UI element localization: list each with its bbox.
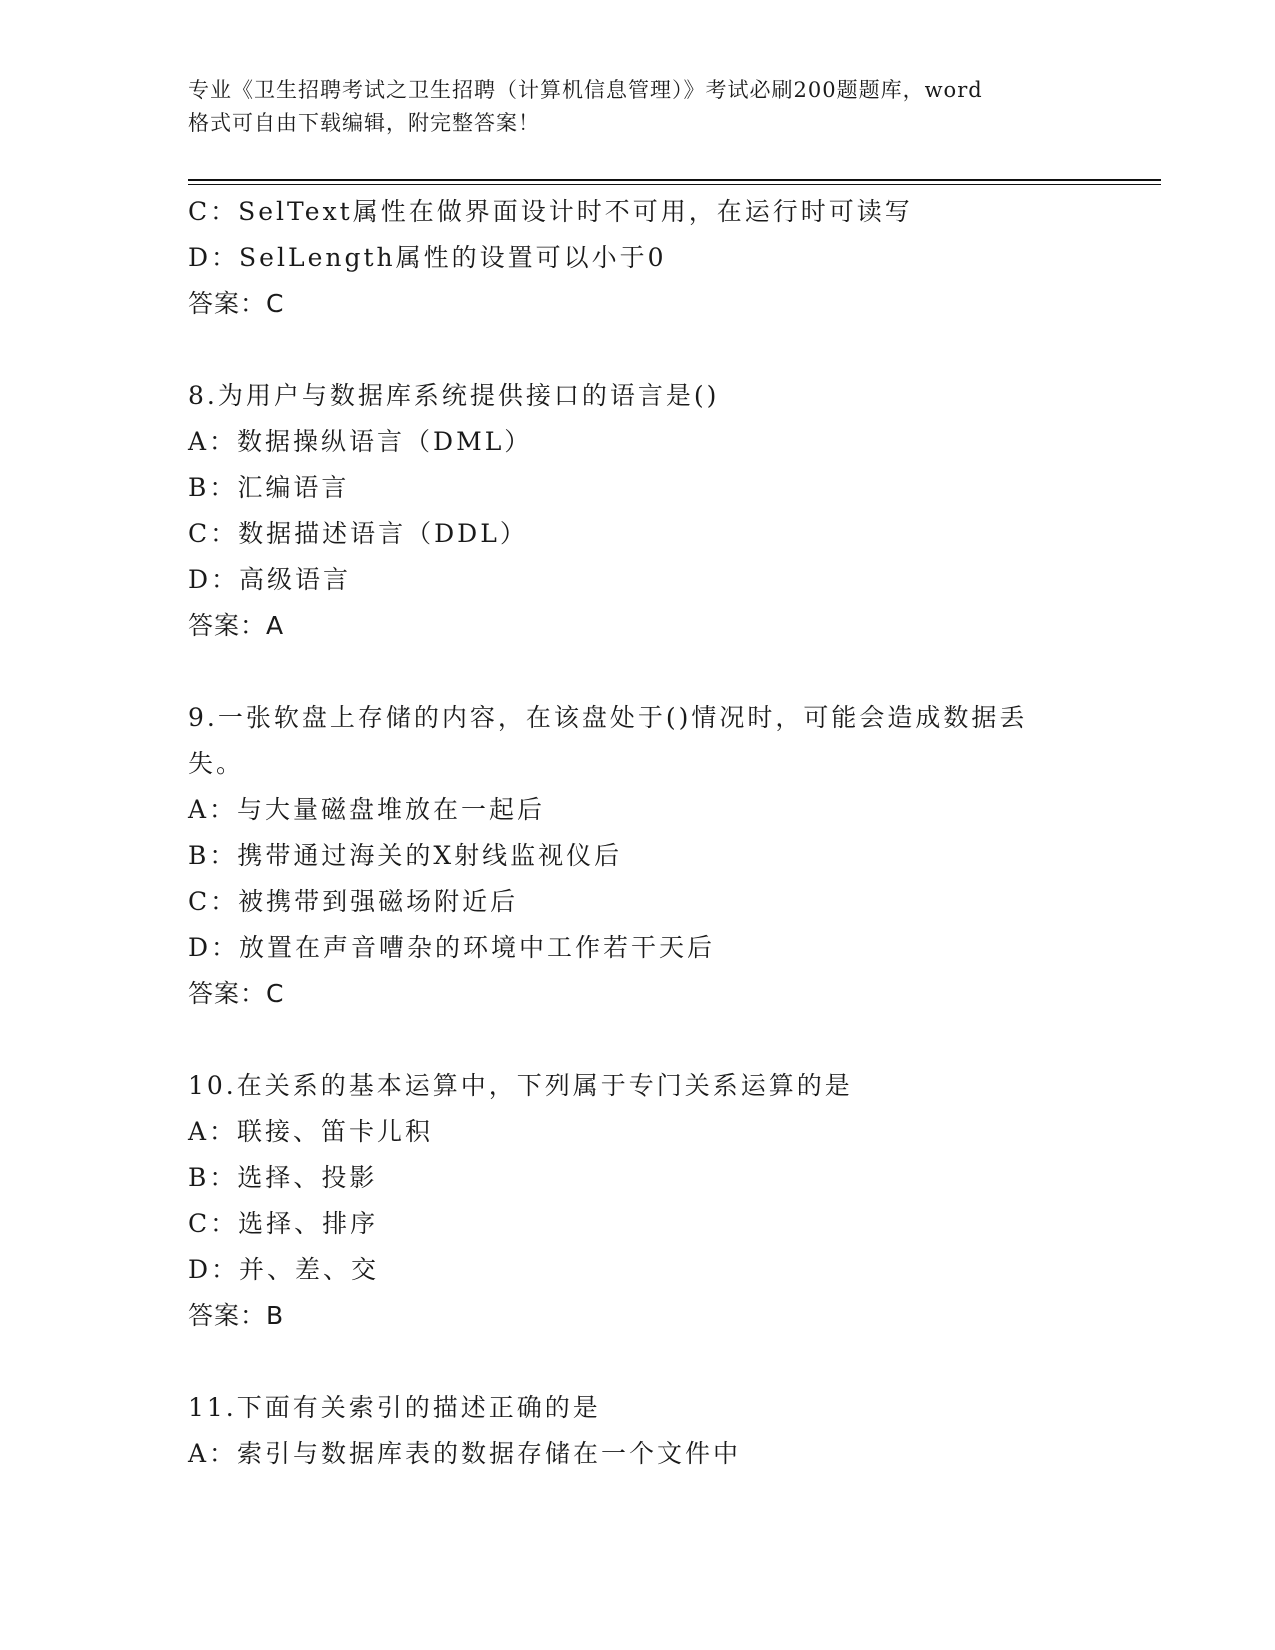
question-block-10	[188, 1063, 1128, 1339]
header-line-2: 格式可自由下载编辑，附完整答案！	[188, 111, 540, 135]
option-a: A：联接、笛卡儿积	[188, 1117, 434, 1146]
option-c: C：被携带到强磁场附近后	[188, 887, 519, 916]
option-a: A：索引与数据库表的数据存储在一个文件中	[188, 1439, 742, 1468]
question-block-9	[188, 695, 1128, 1017]
option-a: A：与大量磁盘堆放在一起后	[188, 795, 546, 824]
question-block-11	[188, 1385, 1128, 1477]
option-b: B：选择、投影	[188, 1163, 378, 1192]
question-stem: 9.一张软盘上存储的内容，在该盘处于()情况时，可能会造成数据丢	[188, 703, 1028, 732]
option-d: D：放置在声音嘈杂的环境中工作若干天后	[188, 933, 716, 962]
question-stem-continued: 失。	[188, 749, 245, 778]
answer-line: 答案：C	[188, 979, 285, 1008]
question-block-7-partial	[188, 189, 1128, 327]
header-rule-thick	[188, 179, 1161, 181]
question-block-8	[188, 373, 1128, 649]
option-d: D：并、差、交	[188, 1255, 380, 1284]
spacer	[188, 327, 1128, 373]
spacer	[188, 649, 1128, 695]
option-b: B：携带通过海关的X射线监视仪后	[188, 841, 623, 870]
spacer	[188, 1017, 1128, 1063]
header-rule-thin	[188, 184, 1161, 185]
option-c: C：SelText属性在做界面设计时不可用，在运行时可读写	[188, 197, 913, 226]
document-header	[188, 74, 1088, 140]
answer-line: 答案：B	[188, 1301, 285, 1330]
option-a: A：数据操纵语言（DML）	[188, 427, 533, 456]
option-b: B：汇编语言	[188, 473, 350, 502]
question-stem: 8.为用户与数据库系统提供接口的语言是()	[188, 381, 720, 410]
question-stem: 11.下面有关索引的描述正确的是	[188, 1393, 601, 1422]
answer-line: 答案：A	[188, 611, 285, 640]
option-d: D：SelLength属性的设置可以小于0	[188, 243, 667, 272]
option-d: D：高级语言	[188, 565, 352, 594]
question-list	[188, 189, 1128, 1477]
question-stem: 10.在关系的基本运算中，下列属于专门关系运算的是	[188, 1071, 853, 1100]
header-line-1: 专业《卫生招聘考试之卫生招聘（计算机信息管理）》考试必刷200题题库，word	[188, 78, 983, 102]
answer-line: 答案：C	[188, 289, 285, 318]
option-c: C：选择、排序	[188, 1209, 379, 1238]
option-c: C：数据描述语言（DDL）	[188, 519, 528, 548]
spacer	[188, 1339, 1128, 1385]
